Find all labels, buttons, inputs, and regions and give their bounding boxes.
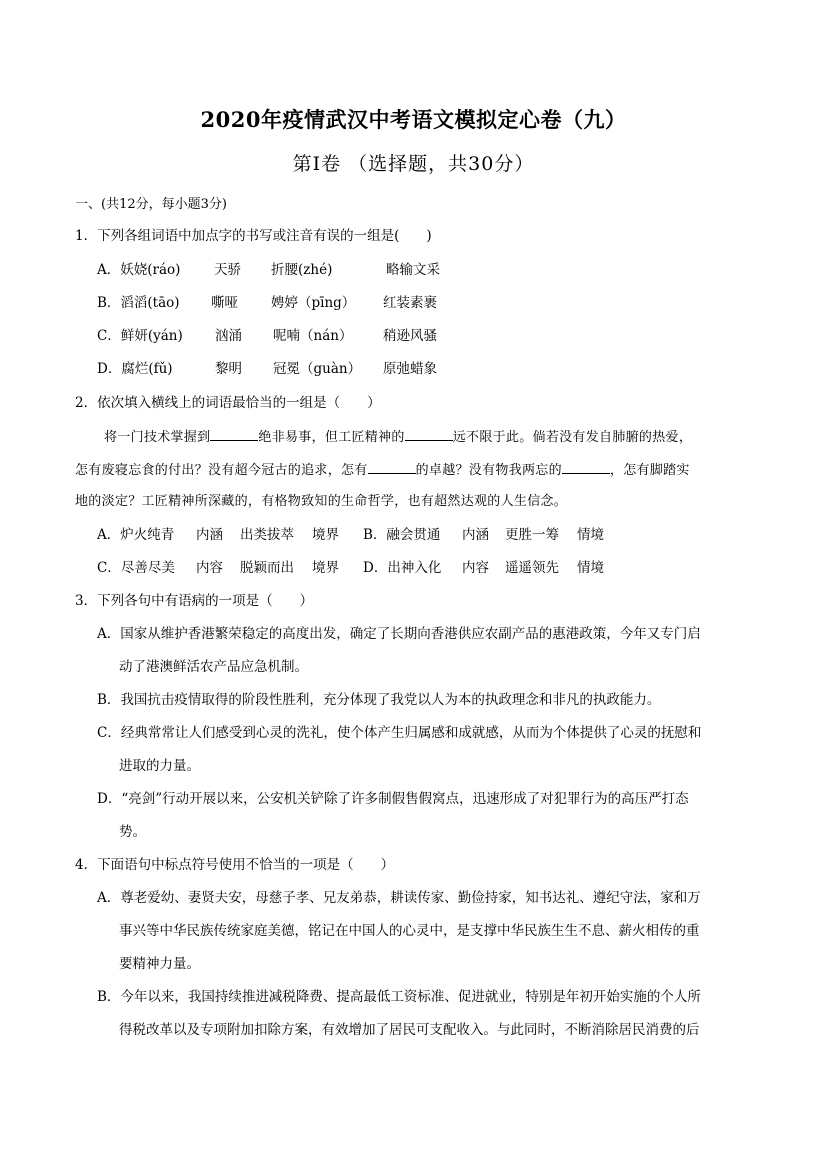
- q4-option-b-line-2: 得税改革以及专项附加扣除方案，有效增加了居民可支配收入。与此同时，不断消除居民消费的后: [119, 1022, 700, 1038]
- q2-text-1b: 绝非易事，但工匠精神的: [258, 430, 405, 445]
- q2-opt-d-2: 内容: [462, 560, 489, 576]
- q1-b-col1: B．滔滔(tāo): [97, 295, 180, 311]
- q1-d-col2: 黎明: [215, 361, 242, 377]
- q3-option-a-line-2: 动了港澳鲜活农产品应急机制。: [119, 659, 308, 675]
- q2-opt-b-2: 内涵: [462, 527, 489, 543]
- q3-option-c-line-1: C．经典常常让人们感受到心灵的洗礼，使个体产生归属感和成就感，从而为个体提供了心灵的抚慰和: [97, 725, 702, 741]
- q1-b-col2: 嘶哑: [211, 295, 238, 311]
- q2-opt-a-3: 出类拔萃: [240, 527, 294, 543]
- q1-d-col4: 原弛蜡象: [383, 361, 437, 377]
- q2-text-1c: 远不限于此。倘若没有发自肺腑的热爱，: [452, 430, 693, 445]
- q2-opt-c-1: C．尽善尽美: [97, 560, 175, 576]
- q3-stem: 3．下列各句中有语病的一项是（ ）: [75, 593, 314, 609]
- q1-c-col1: C．鲜妍(yán): [97, 328, 183, 344]
- q1-stem: 1．下列各组词语中加点字的书写或注音有误的一组是( ): [75, 228, 432, 244]
- q1-b-col4: 红装素裹: [383, 295, 437, 311]
- q4-option-a-line-3: 要精神力量。: [119, 956, 200, 972]
- q2-blank-3: [368, 459, 416, 474]
- q1-a-col4: 略输文采: [386, 262, 440, 278]
- q1-d-col1: D．腐烂(fǔ): [97, 361, 173, 377]
- page-subtitle: 第Ⅰ卷 （选择题，共30分）: [292, 153, 535, 175]
- q2-text-2a: 怎有废寝忘食的付出？没有超今冠古的追求，怎有: [75, 463, 368, 478]
- q2-blank-4: [562, 459, 610, 474]
- q1-c-col4: 稍逊风骚: [383, 328, 437, 344]
- q4-option-a-line-1: A．尊老爱幼、妻贤夫安，母慈子孝、兄友弟恭，耕读传家、勤俭持家，知书达礼、遵纪守法，家和万: [97, 890, 701, 906]
- q2-stem: 2．依次填入横线上的词语最恰当的一组是（ ）: [75, 395, 381, 411]
- q2-opt-c-2: 内容: [196, 560, 223, 576]
- q2-opt-d-3: 遥遥领先: [505, 560, 559, 576]
- q2-opt-b-3: 更胜一筹: [505, 527, 559, 543]
- q2-opt-c-4: 境界: [312, 560, 339, 576]
- q2-opt-d-4: 情境: [577, 560, 604, 576]
- q1-b-col3: 娉婷（pīng）: [271, 295, 356, 311]
- q2-opt-c-3: 脱颖而出: [240, 560, 294, 576]
- q1-a-col1: A．妖娆(ráo): [97, 262, 181, 278]
- q2-text-2c: ，怎有脚踏实: [609, 463, 690, 478]
- q2-opt-b-1: B．融会贯通: [363, 527, 441, 543]
- q2-opt-a-2: 内涵: [196, 527, 223, 543]
- q1-c-col2: 汹涌: [215, 328, 242, 344]
- page-title: 2020年疫情武汉中考语文模拟定心卷（九）: [200, 107, 627, 132]
- q4-stem: 4．下面语句中标点符号使用不恰当的一项是（ ）: [75, 857, 395, 873]
- q3-option-b: B．我国抗击疫情取得的阶段性胜利，充分体现了我党以人为本的执政理念和非凡的执政能力。: [97, 692, 661, 708]
- q2-opt-d-1: D．出神入化: [363, 560, 442, 576]
- q1-a-col3: 折腰(zhé): [271, 262, 333, 278]
- q2-passage-line-2: [75, 459, 690, 481]
- q2-opt-a-1: A．炉火纯青: [97, 527, 175, 543]
- q1-c-col3: 呢喃（nán）: [273, 328, 353, 344]
- q4-option-a-line-2: 事兴等中华民族传统家庭美德，铭记在中国人的心灵中，是支撑中华民族生生不息、薪火相传的重: [119, 923, 700, 939]
- q2-blank-1: [210, 426, 258, 441]
- q2-blank-2: [405, 426, 453, 441]
- q4-option-b-line-1: B．今年以来，我国持续推进减税降费、提高最低工资标准、促进就业，特别是年初开始实施的个人所: [97, 989, 701, 1005]
- q1-d-col3: 冠冕（guàn）: [273, 361, 362, 377]
- q2-opt-b-4: 情境: [577, 527, 604, 543]
- q3-option-d-line-1: D．“亮剑”行动开展以来，公安机关铲除了许多制假售假窝点，迅速形成了对犯罪行为的高压严打态: [97, 791, 689, 807]
- q2-opt-a-4: 境界: [312, 527, 339, 543]
- q3-option-a-line-1: A．国家从维护香港繁荣稳定的高度出发，确定了长期向香港供应农副产品的惠港政策，今年又专门启: [97, 626, 701, 642]
- q3-option-c-line-2: 进取的力量。: [119, 758, 200, 774]
- q2-passage-line-1: [104, 426, 692, 448]
- q3-option-d-line-2: 势。: [119, 824, 146, 840]
- q2-passage-line-3: 地的淡定？工匠精神所深藏的，有格物致知的生命哲学，也有超然达观的人生信念。: [75, 494, 568, 509]
- q2-text-1a: 将一门技术掌握到: [104, 430, 211, 445]
- q2-text-2b: 的卓越？没有物我两忘的: [415, 463, 562, 478]
- q1-a-col2: 天骄: [214, 262, 241, 278]
- section-heading: 一、(共12分，每小题3分): [75, 197, 227, 212]
